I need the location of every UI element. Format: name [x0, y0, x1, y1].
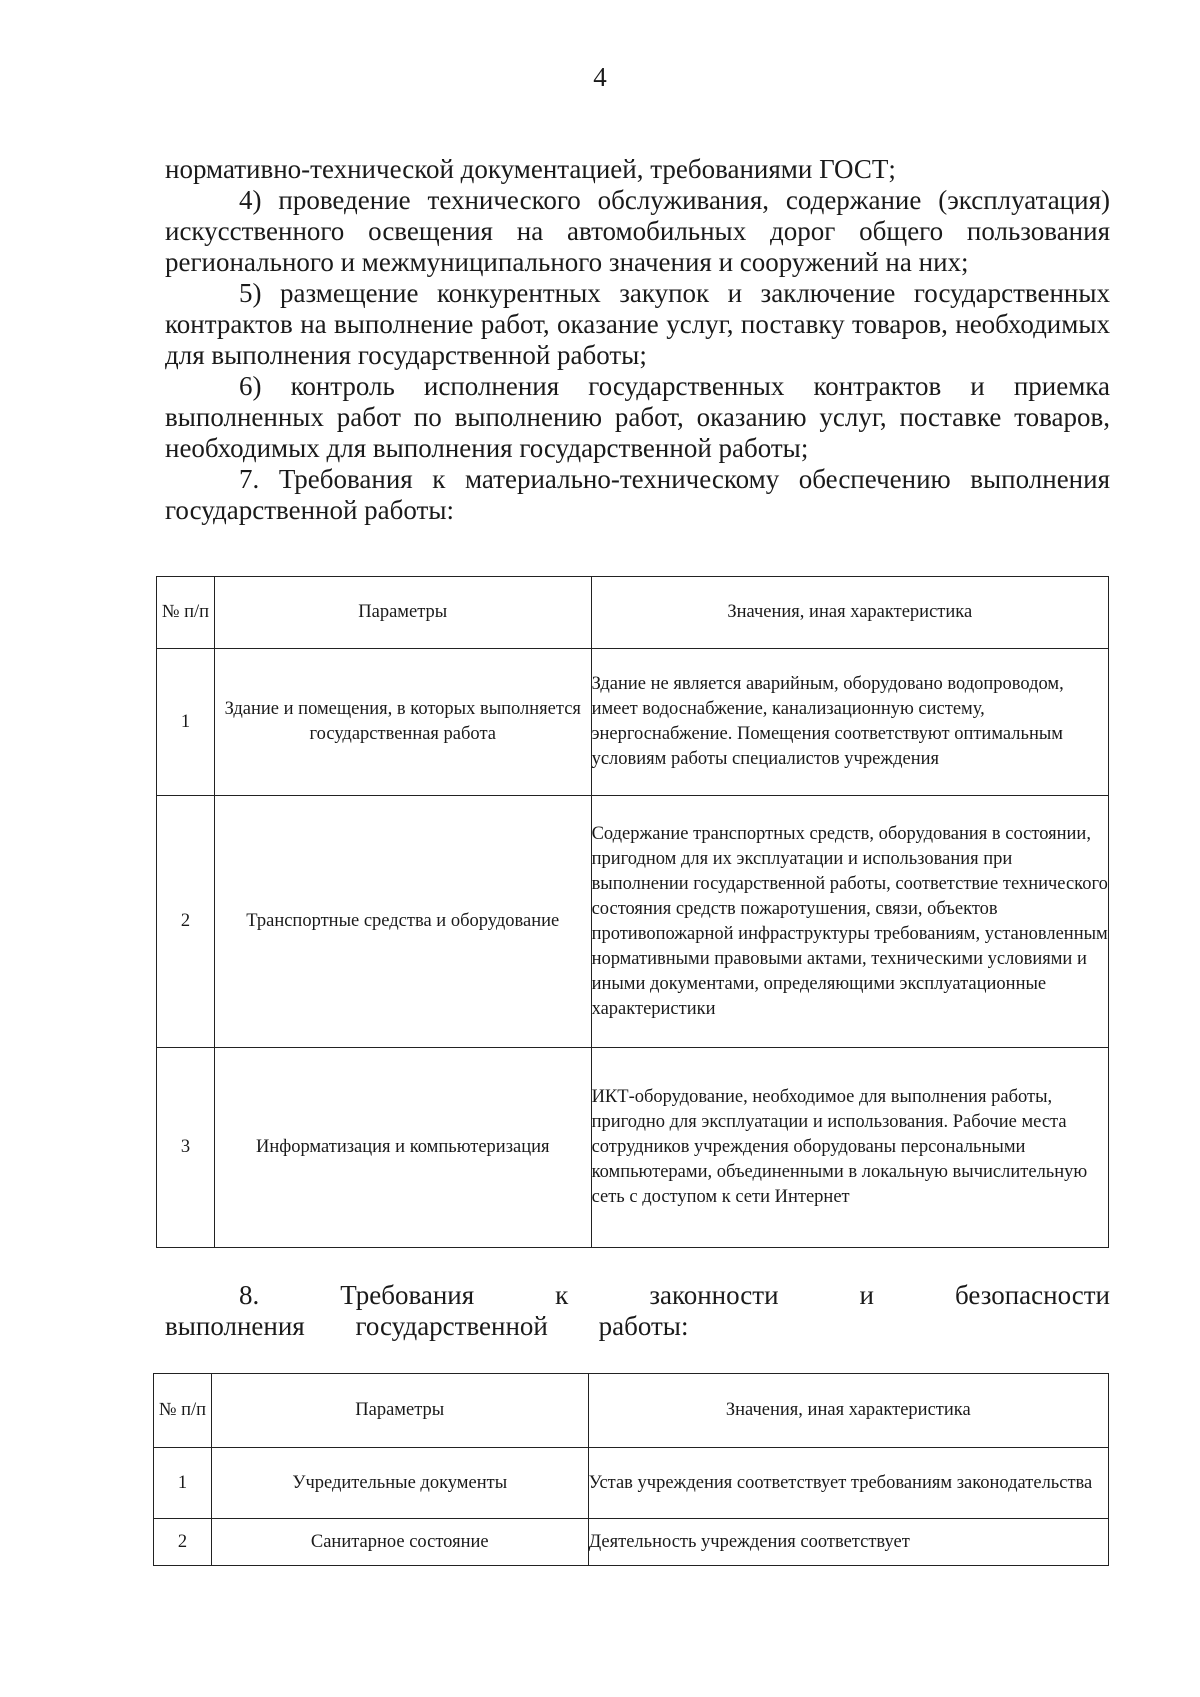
header-num: № п/п: [154, 1374, 212, 1448]
table-row: [157, 796, 1109, 1048]
section-8-block: [165, 1280, 1110, 1342]
table-header-row: [154, 1374, 1109, 1448]
row-param: Информатизация и компьютеризация: [214, 1048, 591, 1248]
row-num: 2: [154, 1519, 212, 1566]
row-value: ИКТ-оборудование, необходимое для выполнения работы, пригодно для эксплуатации и использования. Рабочие места сотрудников учреждения оборудованы персональными компьютерами, объединенными в локальную вычислительную сеть с доступом к сети Интернет: [591, 1048, 1108, 1248]
row-num: 3: [157, 1048, 215, 1248]
body-text: [165, 154, 1110, 526]
paragraph-item-4: 4) проведение технического обслуживания, содержание (эксплуатация) искусственного освещения на автомобильных дорог общего пользования регионального и межмуниципального значения и сооружений на них;: [165, 185, 1110, 277]
paragraph-continuation: нормативно-технической документацией, требованиями ГОСТ;: [165, 154, 896, 184]
row-value: Деятельность учреждения соответствует: [588, 1519, 1108, 1566]
table-row: [154, 1519, 1109, 1566]
paragraph-item-5: 5) размещение конкурентных закупок и заключение государственных контрактов на выполнение работ, оказание услуг, поставку товаров, необходимых для выполнения государственной работы;: [165, 278, 1110, 370]
row-value: Здание не является аварийным, оборудовано водопроводом, имеет водоснабжение, канализационную систему, энергоснабжение. Помещения соответствуют оптимальным условиям работы специалистов учреждения: [591, 649, 1108, 796]
header-num: № п/п: [157, 577, 215, 649]
header-value: Значения, иная характеристика: [591, 577, 1108, 649]
table-header-row: [157, 577, 1109, 649]
header-param: Параметры: [214, 577, 591, 649]
header-param: Параметры: [211, 1374, 588, 1448]
paragraph-item-6: 6) контроль исполнения государственных контрактов и приемка выполненных работ по выполнению работ, оказанию услуг, поставке товаров, необходимых для выполнения государственной работы;: [165, 371, 1110, 463]
row-num: 1: [157, 649, 215, 796]
table-row: [157, 1048, 1109, 1248]
legality-safety-table: [153, 1373, 1109, 1566]
page-number: 4: [593, 62, 607, 92]
row-param: Санитарное состояние: [211, 1519, 588, 1566]
row-value: Содержание транспортных средств, оборудования в состоянии, пригодном для их эксплуатации и использования при выполнении государственной работы, соответствие технического состояния средств пожаротушения, связи, объектов противопожарной инфраструктуры требованиям, установленным нормативными правовыми актами, техническими условиями и иными документами, определяющими эксплуатационные характеристики: [591, 796, 1108, 1048]
section-8-heading: 8. Требования к законности и безопасности выполнения государственной работы:: [165, 1280, 1110, 1341]
material-technical-table: [156, 576, 1109, 1248]
row-param: Транспортные средства и оборудование: [214, 796, 591, 1048]
table-row: [154, 1448, 1109, 1519]
row-num: 2: [157, 796, 215, 1048]
section-7-heading: 7. Требования к материально-техническому обеспечению выполнения государственной работы:: [165, 464, 1110, 525]
row-num: 1: [154, 1448, 212, 1519]
table-row: [157, 649, 1109, 796]
header-value: Значения, иная характеристика: [588, 1374, 1108, 1448]
row-param: Здание и помещения, в которых выполняется государственная работа: [214, 649, 591, 796]
row-param: Учредительные документы: [211, 1448, 588, 1519]
row-value: Устав учреждения соответствует требованиям законодательства: [588, 1448, 1108, 1519]
